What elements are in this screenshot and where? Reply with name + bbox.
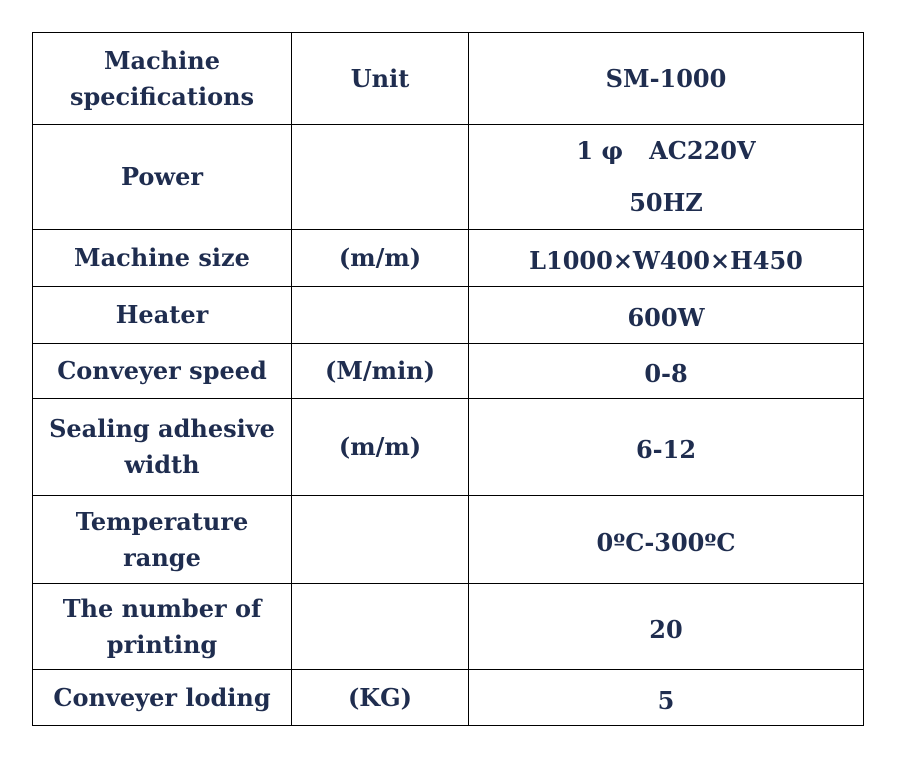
table-header-row xyxy=(33,33,864,125)
spec-label: Conveyer speed xyxy=(33,344,292,399)
spec-label: Conveyer loding xyxy=(33,670,292,726)
spec-value: 0ºC-300ºC xyxy=(469,496,864,584)
power-phase: 1 φ xyxy=(576,136,624,165)
table-row xyxy=(33,584,864,670)
spec-value: 600W xyxy=(469,287,864,344)
spec-unit xyxy=(292,287,469,344)
spec-label: Power xyxy=(33,125,292,230)
spec-value: 20 xyxy=(469,584,864,670)
spec-unit xyxy=(292,125,469,230)
table-row xyxy=(33,399,864,496)
header-machine-specifications: Machine specifications xyxy=(33,33,292,125)
spec-unit: (KG) xyxy=(292,670,469,726)
spec-label: The number of printing xyxy=(33,584,292,670)
spec-unit: (m/m) xyxy=(292,399,469,496)
machine-spec-table xyxy=(32,32,864,726)
spec-label: Machine size xyxy=(33,230,292,287)
table-row xyxy=(33,125,864,230)
power-voltage: AC220V xyxy=(649,136,756,165)
spec-value: 5 xyxy=(469,670,864,726)
header-unit: Unit xyxy=(292,33,469,125)
spec-value: L1000×W400×H450 xyxy=(469,230,864,287)
spec-unit: (m/m) xyxy=(292,230,469,287)
spec-label: Heater xyxy=(33,287,292,344)
table-row xyxy=(33,496,864,584)
table-row xyxy=(33,344,864,399)
table-row xyxy=(33,287,864,344)
spec-unit xyxy=(292,496,469,584)
table-row xyxy=(33,230,864,287)
table-row xyxy=(33,670,864,726)
power-line-1 xyxy=(475,133,857,169)
spec-value xyxy=(469,125,864,230)
spec-unit xyxy=(292,584,469,670)
spec-unit: (M/min) xyxy=(292,344,469,399)
header-model: SM-1000 xyxy=(469,33,864,125)
spec-value: 6-12 xyxy=(469,399,864,496)
spec-value: 0-8 xyxy=(469,344,864,399)
spec-label: Sealing adhesive width xyxy=(33,399,292,496)
power-frequency: 50HZ xyxy=(629,188,703,217)
spec-label: Temperature range xyxy=(33,496,292,584)
